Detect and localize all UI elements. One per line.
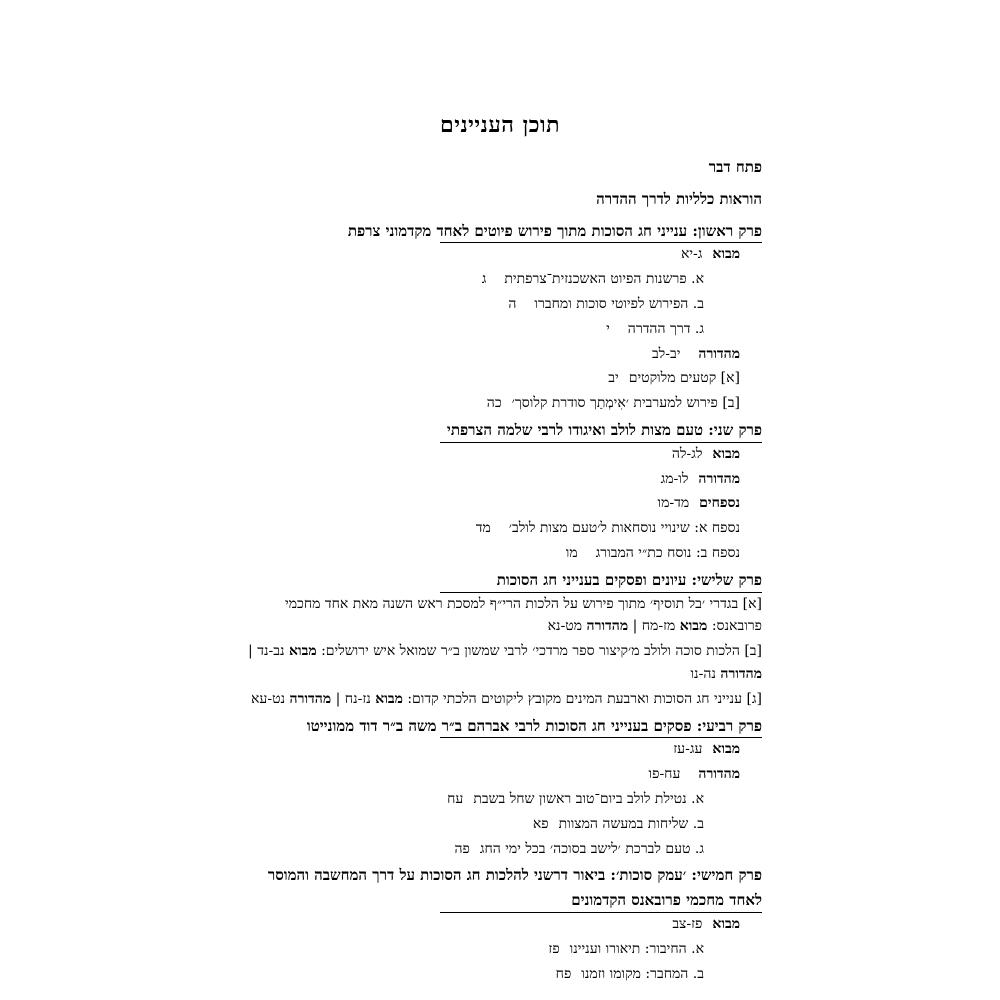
ch5-item-a-page: פז	[548, 940, 560, 957]
toc-preface: פתח דבר	[708, 158, 762, 176]
ch1-edition-row	[222, 343, 762, 366]
chapter-5-title: פרק חמישי: ׳עמק סוכות׳: ביאור דרשני להלכות חג הסוכות על דרך המחשבה והמוסר	[267, 866, 762, 885]
ch2-edition-label: מהדורה	[698, 470, 740, 487]
ch2-appendix-b	[222, 542, 762, 565]
ch3-sub-1	[222, 593, 762, 616]
ch3-sub-2-edition-pages: נה-נו	[690, 665, 716, 682]
ch4-item-a	[222, 788, 762, 811]
ch3-sub-3-edition-pages: נט-עא	[251, 690, 286, 707]
ch4-intro-row	[222, 738, 762, 761]
ch1-intro-pages: ג-יא	[680, 246, 703, 263]
ch5-intro-pages: פז-צב	[672, 915, 703, 932]
ch1-sub-1-text: קטעים מלוקטים	[628, 370, 717, 387]
ch5-intro-label: מבוא	[712, 915, 740, 932]
ch1-item-a	[222, 268, 762, 291]
ch3-sub-3-intro-pages: נז-נח	[344, 690, 371, 707]
ch2-appendix-a-page: מד	[475, 520, 491, 537]
page-title: תוכן העניינים	[439, 112, 560, 138]
ch1-sub-1-page: יב	[608, 370, 619, 387]
ch4-intro-label: מבוא	[712, 741, 740, 758]
ch3-sub-2-intro-pages: נב-נד	[257, 643, 285, 660]
ch3-sub-2-intro-label: מבוא	[289, 643, 317, 660]
ch4-item-b	[222, 813, 762, 836]
ch5-item-b	[222, 963, 762, 986]
ch5-item-a	[222, 938, 762, 961]
ch5-item-a-text: א. החיבור: תיאורו ועניינו	[569, 940, 704, 957]
chapter-3-title: פרק שלישי: עיונים ופסקים בענייני חג הסוכות	[496, 570, 762, 589]
ch3-sub-1-edition-label: מהדורה	[586, 618, 629, 635]
ch1-item-a-text: א. פרשנות הפיוט האשכנזית־צרפתית	[504, 271, 704, 288]
ch1-item-b-text: ב. הפירוש לפיוטי סוכות ומחברו	[534, 295, 704, 312]
ch3-sub-2-cont	[222, 663, 762, 686]
ch1-edition-pages: יב-לב	[651, 345, 681, 362]
ch1-sub-2-text: פירוש למערבית ׳אִימְתַך סודרת קלוסך׳	[511, 395, 718, 412]
ch1-sub-2-page: כה	[486, 395, 502, 412]
ch4-item-c-text: ג. טעם לברכת ׳לישב בסוכה׳ בכל ימי החג	[479, 840, 704, 857]
ch3-sub-2-edition-label: מהדורה	[720, 665, 762, 682]
toc-instructions: הוראות כלליות לדרך ההדרה	[596, 189, 762, 208]
ch3-sub-1-intro-pages: מז-מח	[641, 618, 676, 635]
ch2-intro-row	[222, 443, 762, 466]
ch4-item-c	[222, 838, 762, 861]
ch4-item-c-page: פה	[454, 840, 470, 857]
ch1-intro-label: מבוא	[712, 246, 740, 263]
ch5-item-b-text: ב. המחבר: מקומו וזמנו	[581, 965, 704, 982]
ch5-item-b-page: פח	[555, 965, 572, 982]
ch3-sub-2-tag: [ב]	[744, 643, 762, 660]
ch3-sub-3-tag: [ג]	[746, 690, 762, 707]
ch1-edition-label: מהדורה	[698, 345, 740, 362]
ch3-sub-3	[222, 688, 762, 711]
ch3-sub-1-text-2: פרובאנס:	[711, 618, 762, 635]
ch4-item-a-page: עח	[447, 790, 464, 807]
ch4-item-b-page: פא	[532, 815, 549, 832]
ch2-edition-pages: לו-מג	[660, 470, 689, 487]
ch4-edition-label: מהדורה	[698, 766, 740, 783]
ch3-sub-3-text: ענייני חג הסוכות וארבעת המינים מקובץ ליקוטים הלכתי קדום:	[407, 690, 742, 707]
ch1-sub-1-tag: [א]	[720, 370, 740, 387]
ch2-appendix-b-page: מו	[565, 544, 578, 561]
ch1-sub-2-tag: [ב]	[722, 395, 740, 412]
ch3-sub-1-intro-label: מבוא	[679, 618, 708, 635]
ch4-item-b-text: ב. שליחות במעשה המצוות	[558, 815, 704, 832]
ch3-sub-1-edition-pages: מט-נא	[547, 618, 583, 635]
ch2-appendix-a-text: נספח א: שינויי נוסחאות ל׳טעם מצות לולב׳	[508, 520, 740, 537]
ch4-intro-pages: עג-עז	[673, 741, 703, 758]
ch1-item-a-page: ג	[481, 271, 487, 288]
ch3-sub-1-sep: |	[632, 618, 638, 635]
chapter-5-title-cont: לאחד מחכמי פרובאנס הקדמונים	[571, 891, 762, 910]
ch3-sub-3-sep: |	[335, 690, 341, 707]
ch1-item-c	[222, 318, 762, 341]
ch2-intro-label: מבוא	[712, 445, 740, 462]
ch1-sub-2	[222, 392, 762, 415]
ch3-sub-2	[222, 640, 762, 663]
ch3-sub-2-text: הלכות סוכה ולולב מ׳קיצור ספר מרדכי׳ לרבי שמשון ב״ר שמואל איש ירושלים:	[321, 643, 740, 660]
chapter-1-title: פרק ראשון: ענייני חג הסוכות מתוך פירוש פיוטים לאחד מקדמוני צרפת	[347, 221, 762, 240]
ch3-sub-1-cont	[222, 615, 762, 638]
ch3-sub-3-intro-label: מבוא	[375, 690, 403, 707]
ch3-sub-1-text: בגדרי ׳בל תוסיף׳ מתוך פירוש על הלכות הרי״ף למסכת ראש השנה מאת אחד מחכמי	[285, 595, 739, 612]
ch2-appendix-b-text: נספח ב: נוסח כת״י המבורג	[595, 544, 740, 561]
ch1-intro-row	[222, 243, 762, 266]
ch1-sub-1	[222, 367, 762, 390]
ch1-item-c-page: י	[606, 320, 610, 337]
ch3-sub-1-tag: [א]	[742, 595, 762, 612]
chapter-2-title: פרק שני: טעם מצות לולב ואיגודו לרבי שלמה הצרפתי	[446, 420, 762, 439]
ch4-item-a-text: א. נטילת לולב ביום־טוב ראשון שחל בשבת	[473, 790, 704, 807]
ch3-sub-3-edition-label: מהדורה	[289, 690, 332, 707]
ch2-appendix-a	[222, 517, 762, 540]
ch1-item-b	[222, 293, 762, 316]
ch1-item-c-text: ג. דרך ההדרה	[627, 320, 704, 337]
ch2-edition-row	[222, 468, 762, 491]
ch4-edition-row	[222, 763, 762, 786]
ch5-intro-row	[222, 913, 762, 936]
ch3-sub-2-sep: |	[248, 643, 253, 660]
ch4-edition-pages: עח-פו	[648, 766, 681, 783]
ch2-appendices-label: נספחים	[699, 495, 740, 512]
chapter-4-title: פרק רביעי: פסקים בענייני חג הסוכות לרבי אברהם ב״ר משה ב״ר דוד ממונייטו	[306, 716, 762, 735]
table-of-contents	[222, 150, 762, 985]
ch2-intro-pages: לג-לה	[671, 445, 703, 462]
ch2-appendices-row	[222, 492, 762, 515]
ch2-appendices-pages: מד-מו	[657, 495, 690, 512]
ch1-item-b-page: ה	[508, 295, 517, 312]
